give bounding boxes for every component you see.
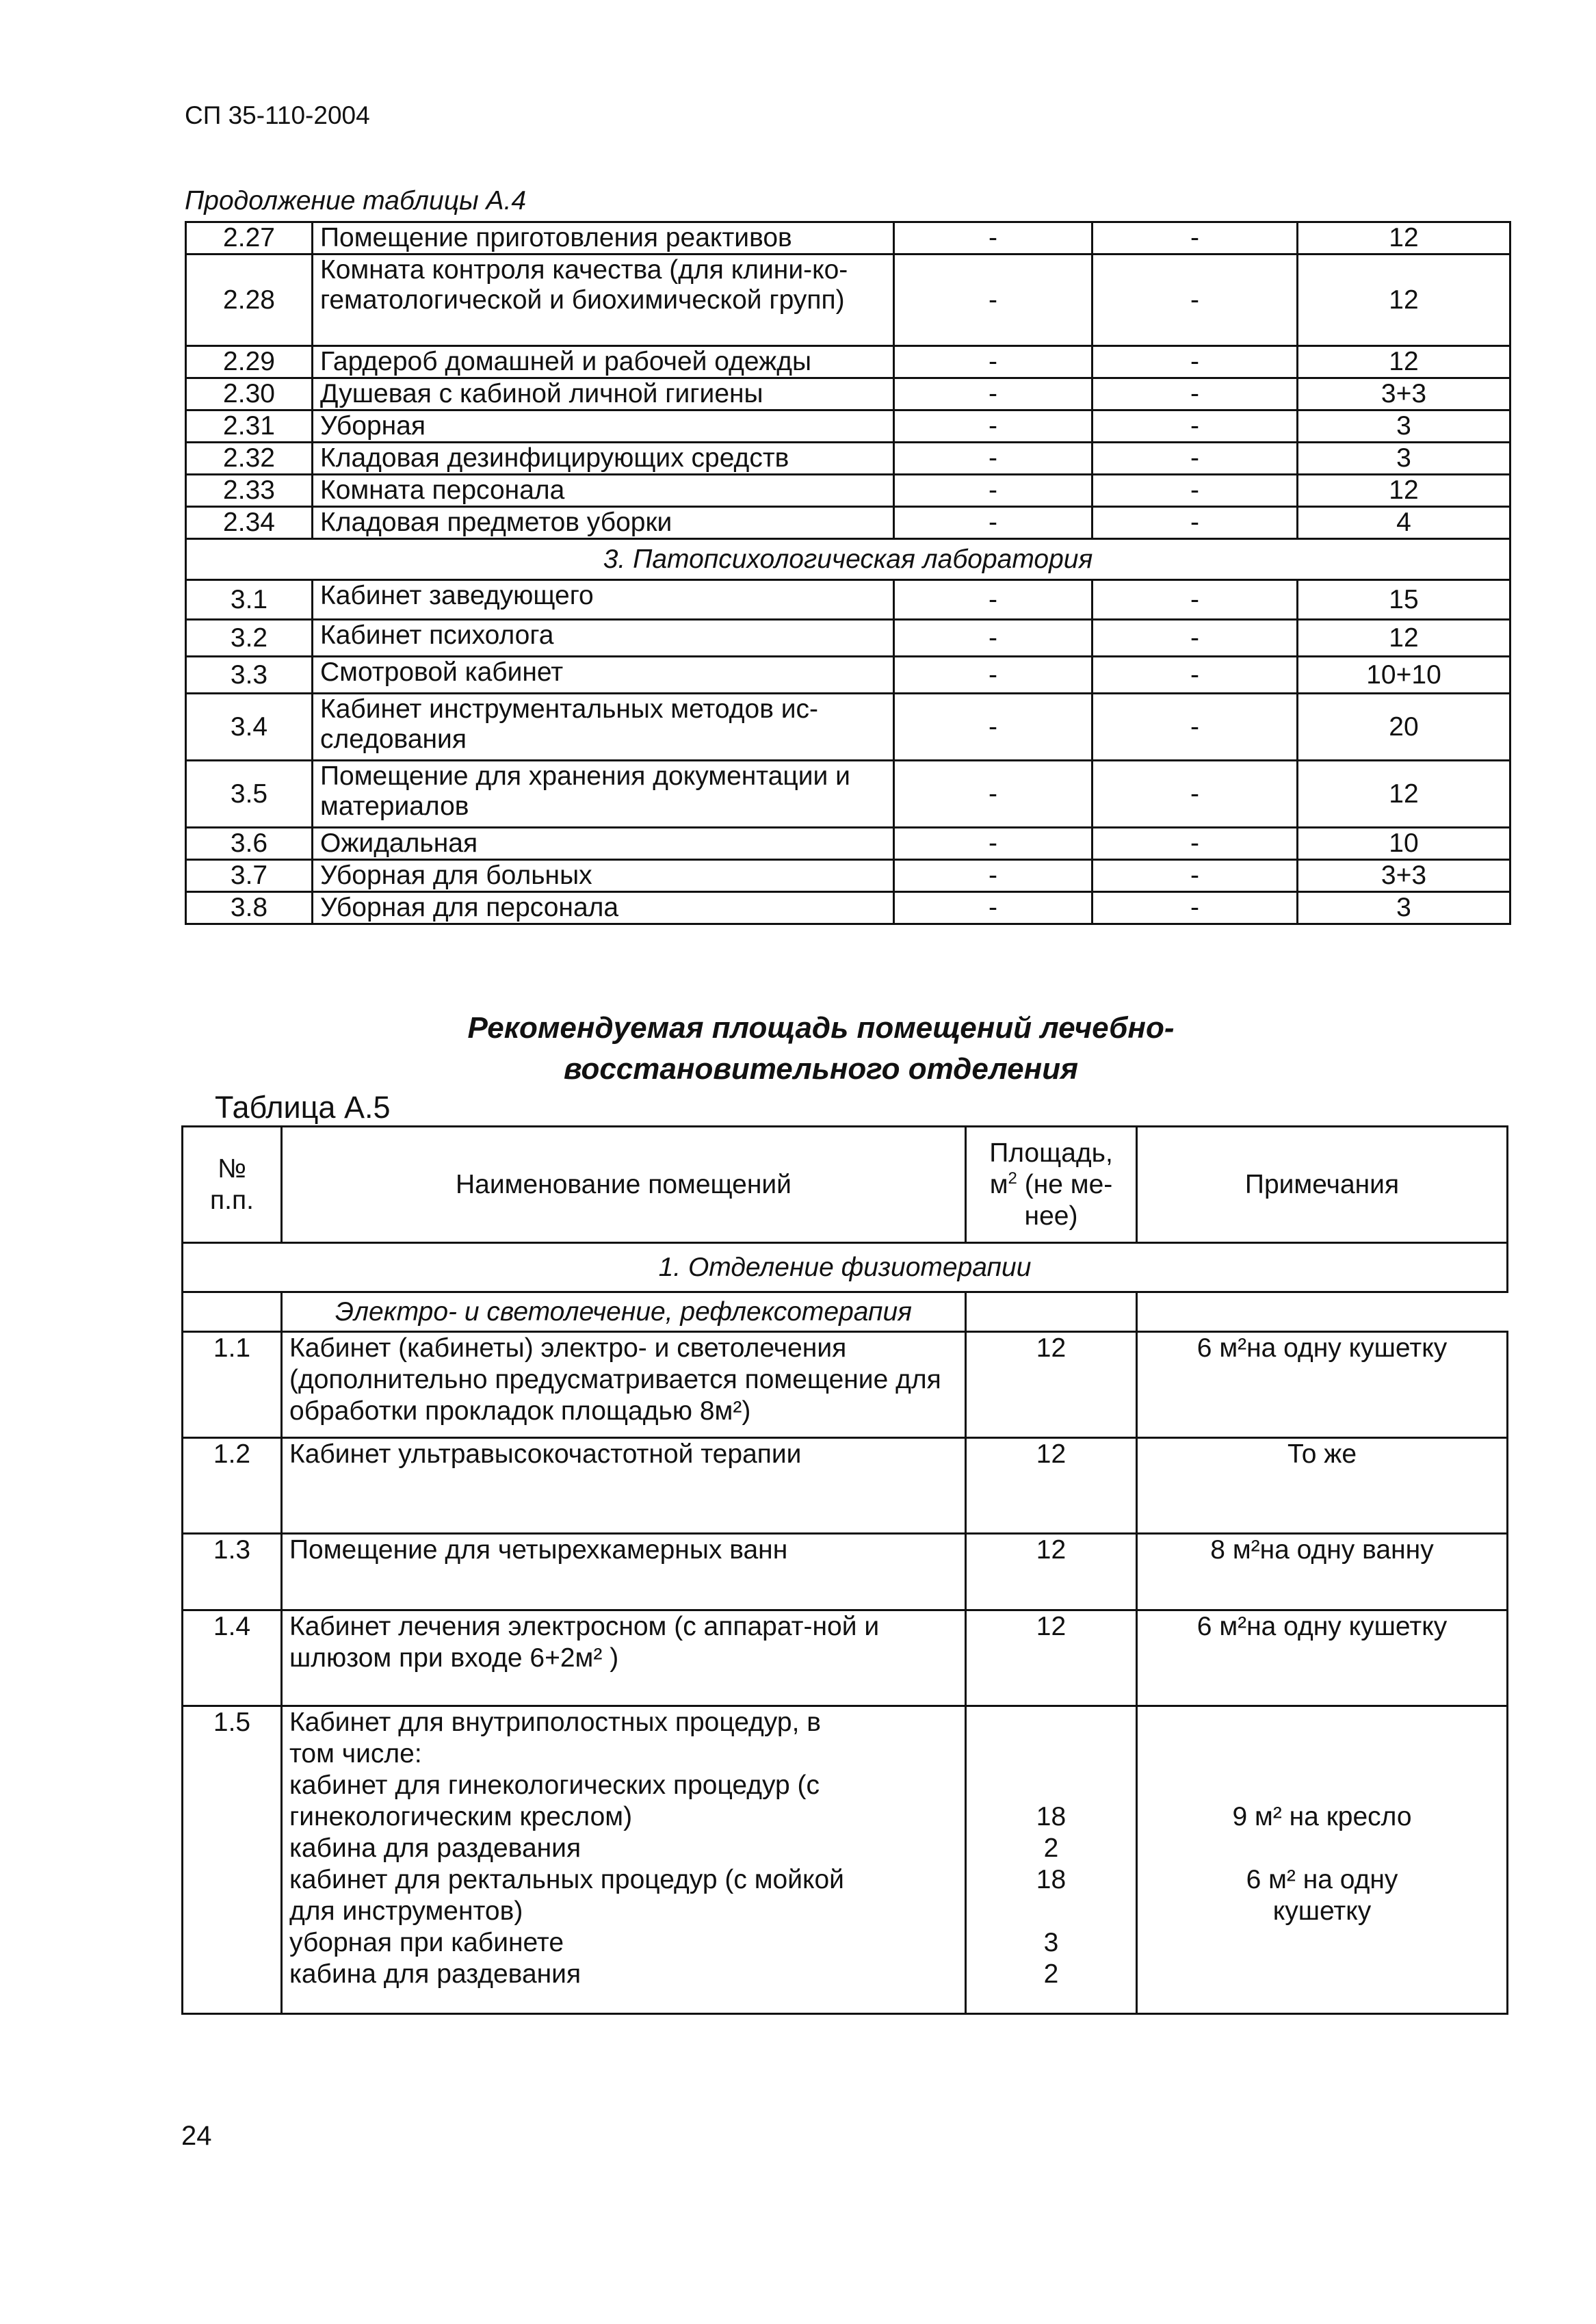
cell-c1: - xyxy=(894,346,1093,378)
cell-num: 3.7 xyxy=(186,860,313,892)
cell-name: Уборная для персонала xyxy=(313,892,894,924)
cell-c1: - xyxy=(894,657,1093,694)
cell-c2: - xyxy=(1093,507,1298,539)
cell-name: Уборная для больных xyxy=(313,860,894,892)
cell-name: Кабинет психолога xyxy=(313,620,894,657)
cell-c1: - xyxy=(894,507,1093,539)
cell-area: 3 xyxy=(1298,892,1510,924)
row15-areas: 18 2 18 3 2 xyxy=(966,1706,1137,2014)
cell-area: 4 xyxy=(1298,507,1510,539)
cell-area: 12 xyxy=(1298,761,1510,828)
cell-c2: - xyxy=(1093,378,1298,410)
table-row xyxy=(186,828,1510,860)
cell-area: 3+3 xyxy=(1298,378,1510,410)
row15-notes: 9 м² на кресло 6 м² на одну кушетку xyxy=(1137,1706,1508,2014)
cell-c1: - xyxy=(894,475,1093,507)
cell-area: 10 xyxy=(1298,828,1510,860)
cell-area: 15 xyxy=(1298,580,1510,620)
cell-c2: - xyxy=(1093,346,1298,378)
cell-name: Помещение для хранения документации и материалов xyxy=(313,761,894,828)
section-row xyxy=(186,539,1510,580)
cell-c1: - xyxy=(894,378,1093,410)
table-row xyxy=(186,378,1510,410)
subsection-row xyxy=(183,1292,1508,1332)
cell-num: 2.30 xyxy=(186,378,313,410)
cell-name: Душевая с кабиной личной гигиены xyxy=(313,378,894,410)
cell-c2: - xyxy=(1093,620,1298,657)
table-a5-label: Таблица А.5 xyxy=(215,1090,391,1125)
table-row xyxy=(186,694,1510,761)
cell-num: 2.32 xyxy=(186,443,313,475)
continuation-label: Продолжение таблицы А.4 xyxy=(185,186,527,216)
table-row xyxy=(186,254,1510,346)
cell-c2: - xyxy=(1093,761,1298,828)
cell-area: 3 xyxy=(1298,443,1510,475)
section-row xyxy=(183,1243,1508,1292)
cell-c1: - xyxy=(894,410,1093,443)
cell-num: 3.5 xyxy=(186,761,313,828)
cell-num: 3.8 xyxy=(186,892,313,924)
cell-area: 12 xyxy=(1298,222,1510,254)
header-notes: Примечания xyxy=(1137,1127,1508,1243)
table-row: 1.2 Кабинет ультравысокочастотной терапии 12 То же xyxy=(183,1438,1508,1534)
cell-num: 2.27 xyxy=(186,222,313,254)
cell-c2: - xyxy=(1093,892,1298,924)
cell-area: 10+10 xyxy=(1298,657,1510,694)
table-row xyxy=(186,475,1510,507)
cell-num: 2.29 xyxy=(186,346,313,378)
table-header-row xyxy=(183,1127,1508,1243)
table-row xyxy=(186,892,1510,924)
cell-area: 20 xyxy=(1298,694,1510,761)
subsection-title: Электро- и светолечение, рефлексотерапия xyxy=(282,1292,966,1332)
table-row xyxy=(186,761,1510,828)
header-area: Площадь, $м^2$ (не ме- нее) xyxy=(966,1127,1137,1243)
table-a4-continuation xyxy=(185,221,1511,925)
cell-num: 3.3 xyxy=(186,657,313,694)
cell-c1: - xyxy=(894,892,1093,924)
cell-name: Смотровой кабинет xyxy=(313,657,894,694)
cell-c1: - xyxy=(894,222,1093,254)
cell-name: Помещение приготовления реактивов xyxy=(313,222,894,254)
table-row xyxy=(186,443,1510,475)
document-code: СП 35-110-2004 xyxy=(185,101,370,129)
table-row xyxy=(186,657,1510,694)
cell-c2: - xyxy=(1093,222,1298,254)
cell-c2: - xyxy=(1093,475,1298,507)
table-row: 1.5 Кабинет для внутриполостных процедур, в том числе: кабинет для гинекологических процедур (с гинекологическим креслом) кабина для раздевания кабинет для ректальных процедур (с мойкой для инструментов) уборная при кабинете кабина для раздевания 18 2 18 3 2 9 м² на кресло 6 м² на одну кушетку xyxy=(183,1706,1508,2014)
cell-c1: - xyxy=(894,694,1093,761)
cell-c2: - xyxy=(1093,410,1298,443)
header-name: Наименование помещений xyxy=(282,1127,966,1243)
cell-c2: - xyxy=(1093,860,1298,892)
cell-c1: - xyxy=(894,580,1093,620)
cell-name: Кладовая предметов уборки xyxy=(313,507,894,539)
cell-num: 3.2 xyxy=(186,620,313,657)
table-row xyxy=(186,580,1510,620)
cell-c1: - xyxy=(894,828,1093,860)
table-row xyxy=(186,346,1510,378)
cell-area: 12 xyxy=(1298,475,1510,507)
cell-name: Комната контроля качества (для клини-ко-гематологической и биохимической групп) xyxy=(313,254,894,346)
cell-c2: - xyxy=(1093,657,1298,694)
table-row xyxy=(186,410,1510,443)
cell-num: 2.31 xyxy=(186,410,313,443)
cell-c2: - xyxy=(1093,694,1298,761)
row15-name: Кабинет для внутриполостных процедур, в том числе: кабинет для гинекологических процедур (с гинекологическим креслом) кабина для раздевания кабинет для ректальных процедур (с мойкой для инструментов) уборная при кабинете кабина для раздевания xyxy=(282,1706,966,2014)
cell-c2: - xyxy=(1093,828,1298,860)
cell-c2: - xyxy=(1093,254,1298,346)
cell-name: Ожидальная xyxy=(313,828,894,860)
cell-num: 2.28 xyxy=(186,254,313,346)
table-row: 1.3 Помещение для четырехкамерных ванн 12 8 м²на одну ванну xyxy=(183,1534,1508,1610)
table-row xyxy=(186,620,1510,657)
cell-area: 3 xyxy=(1298,410,1510,443)
cell-area: 12 xyxy=(1298,254,1510,346)
table-row xyxy=(186,222,1510,254)
cell-name: Гардероб домашней и рабочей одежды xyxy=(313,346,894,378)
cell-c1: - xyxy=(894,761,1093,828)
cell-c2: - xyxy=(1093,580,1298,620)
section3-title: 3. Патопсихологическая лаборатория xyxy=(186,539,1510,580)
section-heading: Рекомендуемая площадь помещений лечебно- восстановительного отделения xyxy=(467,1011,1175,1086)
cell-c1: - xyxy=(894,860,1093,892)
cell-num: 3.6 xyxy=(186,828,313,860)
cell-c2: - xyxy=(1093,443,1298,475)
header-num: № п.п. xyxy=(183,1127,282,1243)
table-a5 xyxy=(181,1125,1508,2015)
cell-name: Кабинет заведующего xyxy=(313,580,894,620)
table-row xyxy=(186,507,1510,539)
table-row: 1.4 Кабинет лечения электросном (с аппарат-ной и шлюзом при входе 6+2м² ) 12 6 м²на одну кушетку xyxy=(183,1610,1508,1706)
page-number: 24 xyxy=(181,2121,212,2151)
table-row xyxy=(186,860,1510,892)
table-row: 1.1 Кабинет (кабинеты) электро- и светолечения (дополнительно предусматривается помещение для обработки прокладок площадью 8м²) 12 6 м²на одну кушетку xyxy=(183,1332,1508,1438)
cell-name: Кладовая дезинфицирующих средств xyxy=(313,443,894,475)
cell-num: 2.33 xyxy=(186,475,313,507)
section1-title: 1. Отделение физиотерапии xyxy=(183,1243,1508,1292)
cell-c1: - xyxy=(894,620,1093,657)
cell-name: Комната персонала xyxy=(313,475,894,507)
cell-name: Кабинет инструментальных методов ис-следования xyxy=(313,694,894,761)
cell-c1: - xyxy=(894,254,1093,346)
cell-num: 2.34 xyxy=(186,507,313,539)
cell-name: Уборная xyxy=(313,410,894,443)
cell-area: 3+3 xyxy=(1298,860,1510,892)
cell-area: 12 xyxy=(1298,346,1510,378)
cell-num: 3.4 xyxy=(186,694,313,761)
cell-num: 3.1 xyxy=(186,580,313,620)
cell-area: 12 xyxy=(1298,620,1510,657)
cell-c1: - xyxy=(894,443,1093,475)
